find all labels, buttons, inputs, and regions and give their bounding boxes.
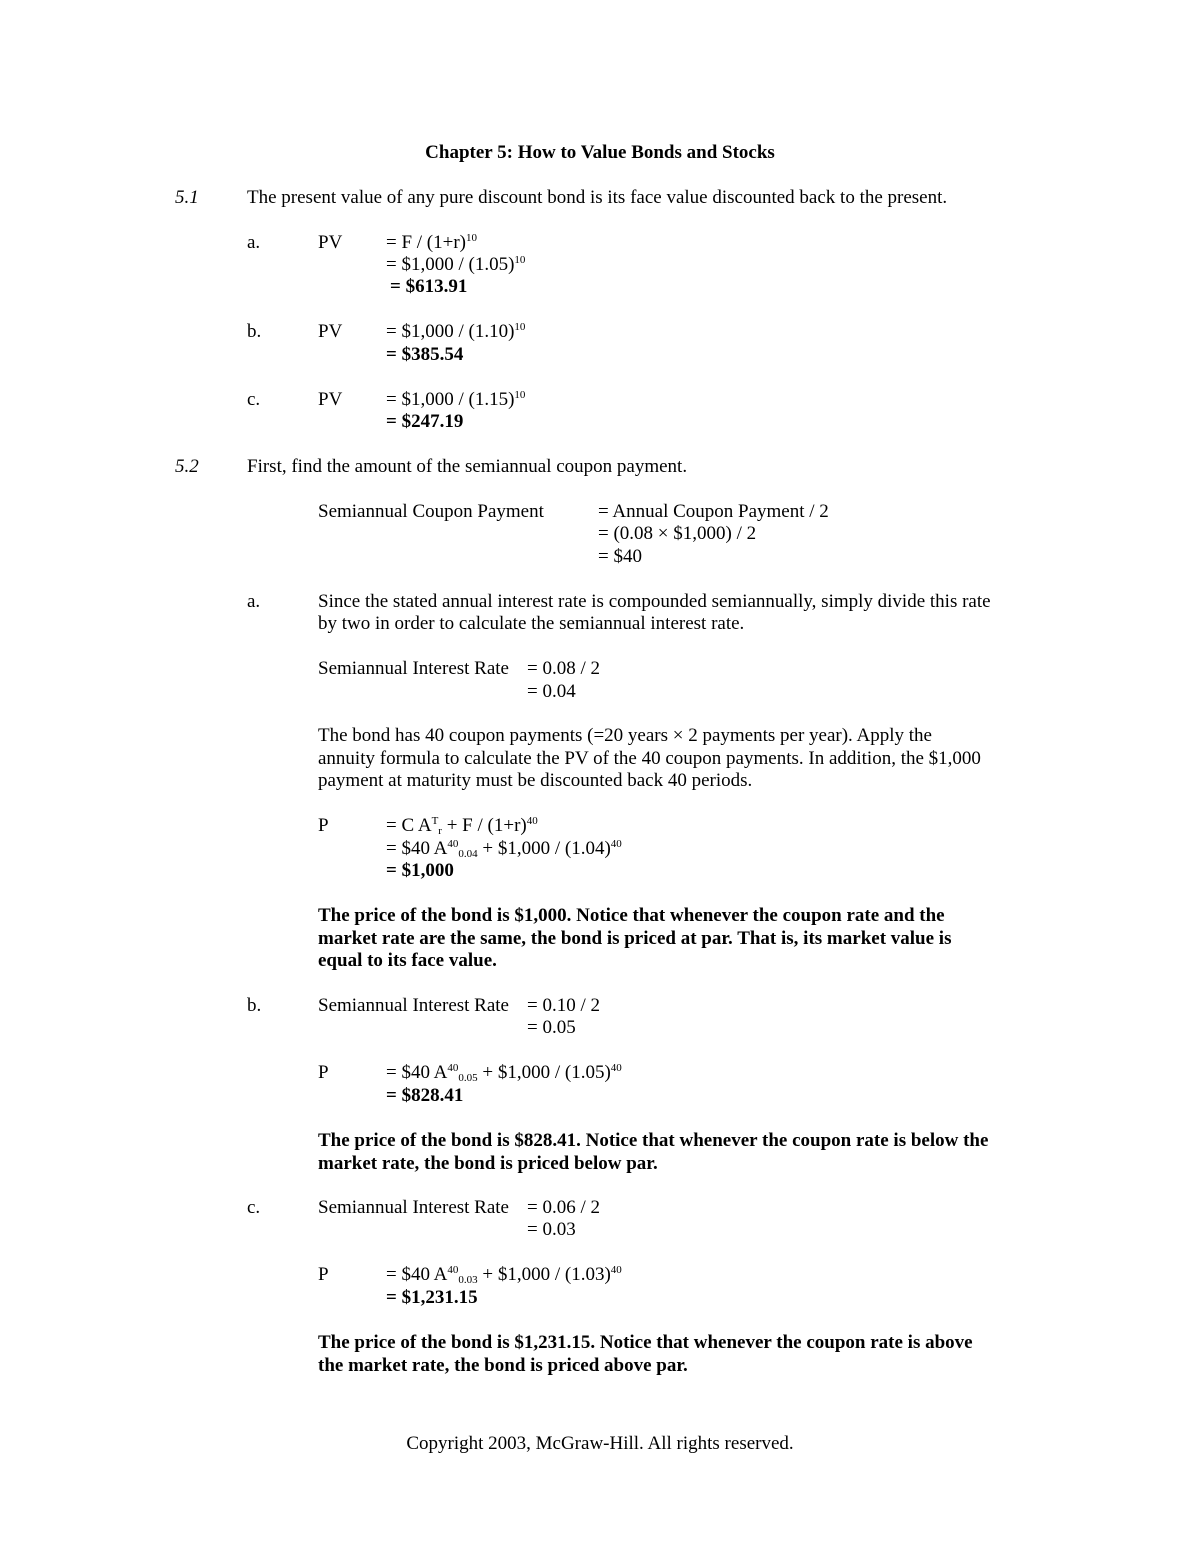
- equation-line: = $1,000 / $(1.05)^{10}$: [386, 254, 526, 275]
- part-label-b: b.: [247, 321, 262, 342]
- page-title: Chapter 5: How to Value Bonds and Stocks: [425, 142, 775, 163]
- problem-5-2-intro: First, find the amount of the semiannual coupon payment.: [247, 456, 688, 477]
- equation-line: = $40 $A^{40}_{0.04}$ + $1,000 / $(1.04)^{40}$: [386, 838, 622, 860]
- coupon-label: Semiannual Coupon Payment: [318, 501, 544, 522]
- conclusion-line: The price of the bond is $828.41. Notice that whenever the coupon rate is below the: [318, 1130, 989, 1151]
- rate-label: Semiannual Interest Rate: [318, 658, 509, 679]
- paragraph-line: The bond has 40 coupon payments (=20 years × 2 payments per year). Apply the: [318, 725, 932, 746]
- conclusion-line: The price of the bond is $1,231.15. Notice that whenever the coupon rate is above: [318, 1332, 973, 1353]
- part-label-a: a.: [247, 232, 261, 253]
- part-label-c: c.: [247, 389, 261, 410]
- result-value: = $1,231.15: [386, 1287, 478, 1308]
- equation-line: = C $A^T_r + F / (1+r)^{40}$: [386, 815, 538, 837]
- equation-line: = 0.06 / 2: [527, 1197, 600, 1218]
- equation-line: = 0.08 / 2: [527, 658, 600, 679]
- equation-line: = (0.08 × $1,000) / 2: [598, 523, 757, 544]
- equation-line: = Annual Coupon Payment / 2: [598, 501, 829, 522]
- part-label-a: a.: [247, 591, 261, 612]
- conclusion-line: The price of the bond is $1,000. Notice that whenever the coupon rate and the: [318, 905, 945, 926]
- part-label-b: b.: [247, 995, 262, 1016]
- part-label-c: c.: [247, 1197, 261, 1218]
- paragraph-line: by two in order to calculate the semiannual interest rate.: [318, 613, 745, 634]
- problem-5-1-intro: The present value of any pure discount bond is its face value discounted back to the present.: [247, 187, 948, 208]
- equation-line: = $40: [598, 546, 642, 567]
- variable-p: P: [318, 815, 329, 836]
- equation-line: = $1,000 / $(1.15)^{10}$: [386, 389, 526, 410]
- result-value: = $385.54: [386, 344, 464, 365]
- variable-pv: PV: [318, 232, 343, 253]
- equation-line: = $40 $A^{40}_{0.05}$ + $1,000 / $(1.05)^{40}$: [386, 1062, 622, 1084]
- paragraph-line: annuity formula to calculate the PV of the 40 coupon payments. In addition, the $1,000: [318, 748, 981, 769]
- variable-pv: PV: [318, 321, 343, 342]
- equation-line: = 0.03: [527, 1219, 576, 1240]
- result-value: = $1,000: [386, 860, 454, 881]
- copyright-footer: Copyright 2003, McGraw-Hill. All rights reserved.: [406, 1433, 794, 1454]
- result-value: = $828.41: [386, 1085, 464, 1106]
- result-value: = $613.91: [390, 276, 468, 297]
- problem-number-5-2: 5.2: [175, 456, 199, 477]
- equation-line: = 0.04: [527, 681, 576, 702]
- equation-line: = $F / (1+r)^{10}$: [386, 232, 478, 253]
- conclusion-line: market rate, the bond is priced below par.: [318, 1153, 658, 1174]
- variable-pv: PV: [318, 389, 343, 410]
- rate-label: Semiannual Interest Rate: [318, 995, 509, 1016]
- paragraph-line: Since the stated annual interest rate is compounded semiannually, simply divide this rate: [318, 591, 991, 612]
- variable-p: P: [318, 1264, 329, 1285]
- result-value: = $247.19: [386, 411, 464, 432]
- variable-p: P: [318, 1062, 329, 1083]
- problem-number-5-1: 5.1: [175, 187, 199, 208]
- paragraph-line: payment at maturity must be discounted back 40 periods.: [318, 770, 753, 791]
- equation-line: = $1,000 / $(1.10)^{10}$: [386, 321, 526, 342]
- equation-line: = 0.05: [527, 1017, 576, 1038]
- equation-line: = 0.10 / 2: [527, 995, 600, 1016]
- equation-line: = $40 $A^{40}_{0.03}$ + $1,000 / $(1.03)^{40}$: [386, 1264, 622, 1286]
- conclusion-line: market rate are the same, the bond is priced at par. That is, its market value is: [318, 928, 952, 949]
- conclusion-line: the market rate, the bond is priced above par.: [318, 1355, 688, 1376]
- rate-label: Semiannual Interest Rate: [318, 1197, 509, 1218]
- conclusion-line: equal to its face value.: [318, 950, 497, 971]
